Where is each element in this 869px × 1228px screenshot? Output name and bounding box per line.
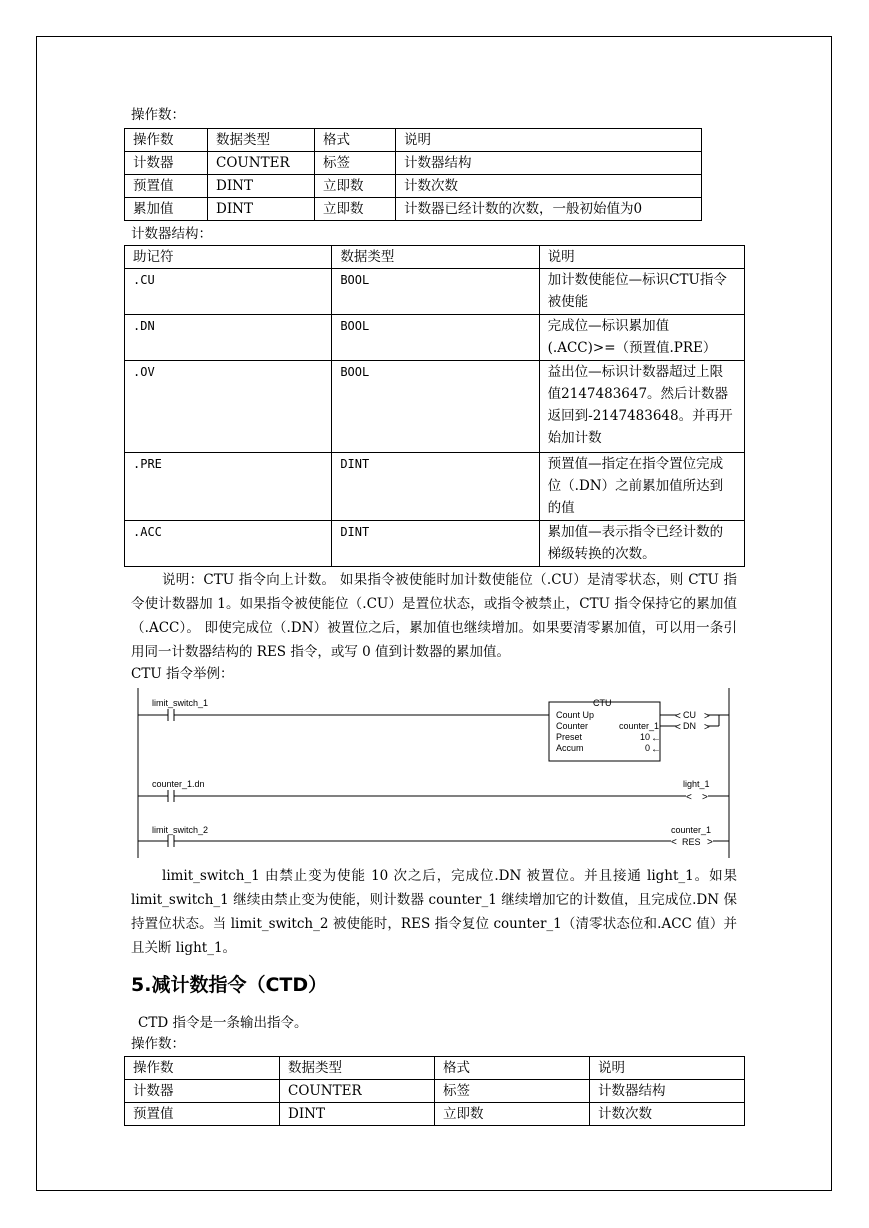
table-cell: BOOL xyxy=(332,315,539,361)
ctu-description: 说明：CTU 指令向上计数。 如果指令被使能时加计数使能位（.CU）是清零状态，则 CTU 指令使计数器加 1。如果指令被使能位（.CU）是置位状态，或指令被禁止，CTU 指令保持它的累加值（.ACC）。 即使完成位（.DN）被置位之后，累加值也继续增加。如果要清零累加值，可以用一条引用同一计数器结构的 RES 指令，或写 0 值到计数器的累加值。 xyxy=(131,572,737,660)
arrow-icon: ← xyxy=(651,744,661,755)
table-cell: DINT xyxy=(332,453,539,521)
table-cell: 累加值—表示指令已经计数的梯级转换的次数。 xyxy=(539,521,744,567)
table-cell: 立即数 xyxy=(315,198,396,221)
table-cell: .PRE xyxy=(125,453,332,521)
table-cell: BOOL xyxy=(332,269,539,315)
operand-label-ctd: 操作数： xyxy=(131,1036,185,1052)
ctd-operand-table xyxy=(124,1056,745,1126)
counter-label: Counter xyxy=(556,721,589,731)
table-row xyxy=(125,1103,745,1126)
example-label: CTU 指令举例： xyxy=(131,666,234,682)
table-header: 说明 xyxy=(539,246,744,269)
accum-label: Accum xyxy=(556,743,584,753)
table-header-row xyxy=(125,1057,745,1080)
rung3-coil-tag: counter_1 xyxy=(671,825,712,835)
table-cell: 加计数使能位—标识CTU指令被使能 xyxy=(539,269,744,315)
table-cell: 预置值 xyxy=(125,175,208,198)
example-description: limit_switch_1 由禁止变为使能 10 次之后，完成位.DN 被置位。并且接通 light_1。如果 limit_switch_1 继续由禁止变为使能，则计数器 counter_1 继续增加它的计数值，且完成位.DN 保持置位状态。当 limit_switch_2 被使能时，RES 指令复位 counter_1（清零状态位和.ACC 值）并且关断 light_1。 xyxy=(131,868,737,956)
table-cell: DINT xyxy=(208,198,315,221)
counter-structure-table xyxy=(124,245,745,567)
table-header: 数据类型 xyxy=(280,1057,435,1080)
ctd-intro: CTD 指令是一条输出指令。 xyxy=(138,1015,308,1031)
coil-open-icon: < xyxy=(675,722,681,733)
operand-table xyxy=(124,128,702,221)
table-cell: 计数器 xyxy=(125,1080,280,1103)
rung3-contact-tag: limit_switch_2 xyxy=(152,825,209,835)
table-cell: BOOL xyxy=(332,361,539,453)
table-row xyxy=(125,1080,745,1103)
coil-close-icon: > xyxy=(704,722,710,733)
res-coil-label: RES xyxy=(682,837,701,847)
coil-open-icon: < xyxy=(675,711,681,722)
table-header: 操作数 xyxy=(125,1057,280,1080)
table-cell: 计数器结构 xyxy=(590,1080,745,1103)
table-cell: .OV xyxy=(125,361,332,453)
coil-open-icon: < xyxy=(686,792,692,803)
table-header: 助记符 xyxy=(125,246,332,269)
table-cell: .DN xyxy=(125,315,332,361)
table-header: 操作数 xyxy=(125,129,208,152)
accum-value: 0 xyxy=(645,743,651,753)
table-cell: 标签 xyxy=(315,152,396,175)
arrow-icon: ← xyxy=(651,733,661,744)
table-cell: 立即数 xyxy=(315,175,396,198)
rung1-contact-tag: limit_switch_1 xyxy=(152,698,209,708)
table-cell: 预置值—指定在指令置位完成位（.DN）之前累加值所达到的值 xyxy=(539,453,744,521)
table-header: 说明 xyxy=(590,1057,745,1080)
rung2-contact-tag: counter_1.dn xyxy=(152,779,205,789)
table-cell: COUNTER xyxy=(280,1080,435,1103)
table-cell: 计数器 xyxy=(125,152,208,175)
table-row xyxy=(125,315,745,361)
table-cell: COUNTER xyxy=(208,152,315,175)
table-row xyxy=(125,175,702,198)
table-header-row xyxy=(125,246,745,269)
table-cell: 累加值 xyxy=(125,198,208,221)
rung2-coil-tag: light_1 xyxy=(683,779,710,789)
ctu-block-title: CTU xyxy=(593,698,612,708)
table-cell: 标签 xyxy=(435,1080,590,1103)
dn-output: DN xyxy=(683,721,696,731)
coil-close-icon: > xyxy=(704,711,710,722)
coil-close-icon: > xyxy=(702,792,708,803)
table-cell: .CU xyxy=(125,269,332,315)
table-header: 格式 xyxy=(315,129,396,152)
table-header: 数据类型 xyxy=(332,246,539,269)
table-cell: 益出位—标识计数器超过上限值2147483647。然后计数器返回到-2147483648。并再开始加计数 xyxy=(539,361,744,453)
table-row xyxy=(125,361,745,453)
section-heading: 5.减计数指令（CTD） xyxy=(131,974,328,996)
table-header: 说明 xyxy=(396,129,702,152)
ladder-diagram xyxy=(131,688,741,858)
table-row xyxy=(125,269,745,315)
table-cell: 计数次数 xyxy=(590,1103,745,1126)
table-cell: 计数器已经计数的次数，一般初始值为0 xyxy=(396,198,702,221)
preset-value: 10 xyxy=(640,732,651,742)
table-row xyxy=(125,152,702,175)
table-cell: 立即数 xyxy=(435,1103,590,1126)
table-header: 格式 xyxy=(435,1057,590,1080)
table-header-row xyxy=(125,129,702,152)
counter-value: counter_1 xyxy=(619,721,660,731)
table-cell: DINT xyxy=(332,521,539,567)
table-row xyxy=(125,453,745,521)
operand-label: 操作数： xyxy=(131,107,185,123)
table-row xyxy=(125,198,702,221)
table-cell: DINT xyxy=(280,1103,435,1126)
table-header: 数据类型 xyxy=(208,129,315,152)
coil-open-icon: < xyxy=(671,837,677,848)
coil-close-icon: > xyxy=(707,837,713,848)
table-cell: DINT xyxy=(208,175,315,198)
table-cell: 预置值 xyxy=(125,1103,280,1126)
table-cell: 计数器结构 xyxy=(396,152,702,175)
table-row xyxy=(125,521,745,567)
table-cell: 计数次数 xyxy=(396,175,702,198)
table-cell: .ACC xyxy=(125,521,332,567)
table-cell: 完成位—标识累加值(.ACC)>=（预置值.PRE） xyxy=(539,315,744,361)
ctu-block-name: Count Up xyxy=(556,710,595,720)
struct-label: 计数器结构： xyxy=(131,226,212,242)
cu-output: CU xyxy=(683,710,696,720)
preset-label: Preset xyxy=(556,732,583,742)
